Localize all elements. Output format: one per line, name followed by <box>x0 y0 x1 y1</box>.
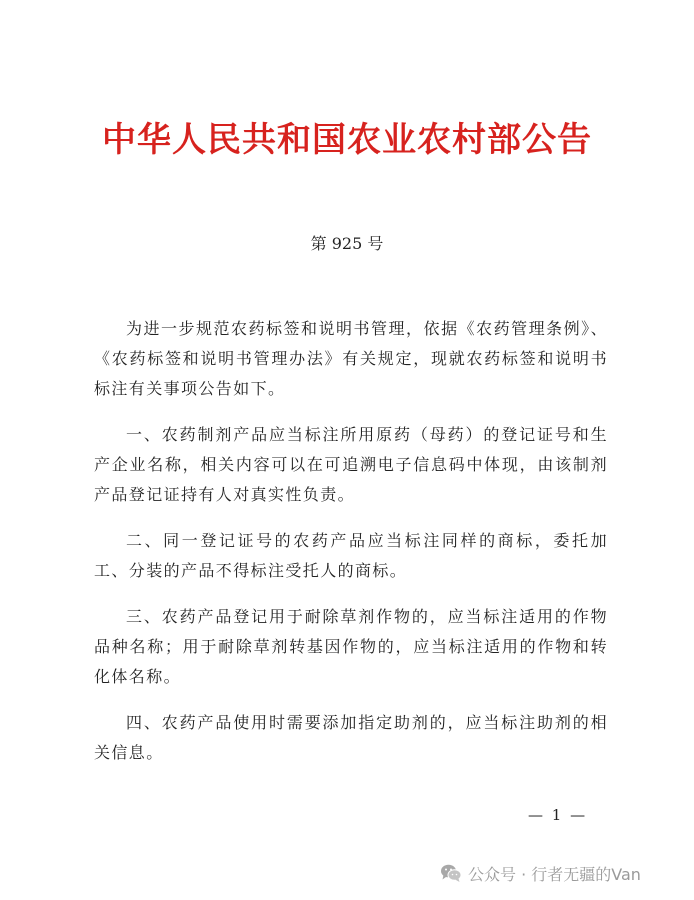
page-title: 中华人民共和国农业农村部公告 <box>102 120 592 160</box>
wechat-icon <box>440 863 462 883</box>
watermark <box>440 860 641 886</box>
paragraph-intro: 为进一步规范农药标签和说明书管理，依据《农药管理条例》、《农药标签和说明书管理办法》有关规定，现就农药标签和说明书标注有关事项公告如下。 <box>94 319 608 398</box>
paragraph-item-1: 一、农药制剂产品应当标注所用原药（母药）的登记证号和生产企业名称，相关内容可以在可追溯电子信息码中体现，由该制剂产品登记证持有人对真实性负责。 <box>94 425 608 504</box>
paragraph-item-3: 三、农药产品登记用于耐除草剂作物的，应当标注适用的作物品种名称；用于耐除草剂转基因作物的，应当标注适用的作物和转化体名称。 <box>94 607 608 686</box>
paragraph-item-4: 四、农药产品使用时需要添加指定助剂的，应当标注助剂的相关信息。 <box>94 713 608 762</box>
document-number: 第 925 号 <box>310 234 384 253</box>
watermark-text: 公众号 · 行者无疆的Van <box>468 864 641 884</box>
paragraph-item-2: 二、同一登记证号的农药产品应当标注同样的商标，委托加工、分装的产品不得标注受托人的商标。 <box>94 531 608 580</box>
document-body <box>94 314 608 784</box>
page-number: — 1 — <box>528 806 588 824</box>
